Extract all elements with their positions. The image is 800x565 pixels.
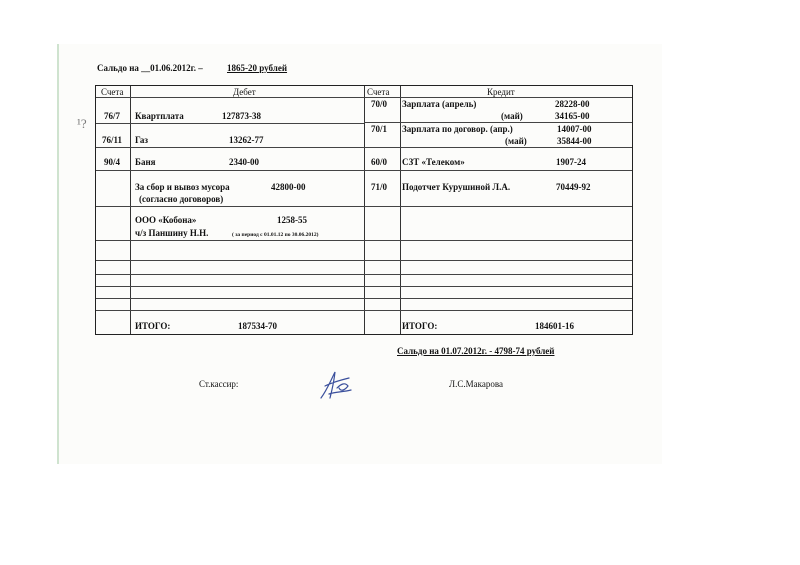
debit-name-2: Газ — [135, 135, 149, 145]
credit-name-4: Подотчет Курушиной Л.А. — [402, 182, 511, 192]
credit-subname-1: (май) — [501, 111, 523, 121]
debit-amount-5: 1258-55 — [277, 215, 307, 225]
credit-name-2: Зарплата по договор. (апр.) — [402, 124, 513, 134]
debit-name-4: За сбор и вывоз мусора — [135, 182, 230, 192]
debit-amount-3: 2340-00 — [229, 157, 259, 167]
credit-amount-1: 28228-00 — [555, 99, 590, 109]
credit-account-1: 70/0 — [371, 99, 388, 109]
handwritten-signature — [315, 368, 355, 402]
debit-name-1: Квартплата — [135, 111, 184, 121]
credit-subamount-2: 35844-00 — [557, 136, 592, 146]
header-accounts-credit: Счета — [367, 87, 390, 97]
opening-balance-label: Сальдо на __01.06.2012г. – — [97, 63, 203, 73]
debit-amount-4: 42800-00 — [271, 182, 306, 192]
total-debit-amount: 187534-70 — [238, 321, 277, 331]
credit-amount-3: 1907-24 — [556, 157, 586, 167]
cashier-name: Л.С.Макарова — [449, 379, 503, 389]
closing-balance: Сальдо на 01.07.2012г. - 4798-74 рублей — [397, 346, 555, 356]
header-accounts-debit: Счета — [101, 87, 124, 97]
debit-amount-1: 127873-38 — [222, 111, 261, 121]
credit-name-1: Зарплата (апрель) — [402, 99, 477, 109]
debit-name-3: Баня — [135, 157, 156, 167]
debit-line2-5: ч/з Паншину Н.Н. — [135, 228, 209, 238]
header-debit: Дебет — [233, 87, 256, 97]
credit-amount-4: 70449-92 — [556, 182, 591, 192]
credit-name-3: СЗТ «Телеком» — [402, 157, 465, 167]
opening-balance-amount: 1865-20 рублей — [227, 63, 288, 73]
total-credit-label: ИТОГО: — [402, 321, 438, 331]
debit-note-4: (согласно договоров) — [139, 194, 224, 204]
credit-subname-2: (май) — [505, 136, 527, 146]
credit-amount-2: 14007-00 — [557, 124, 592, 134]
margin-mark: ¹? — [77, 116, 87, 131]
credit-account-2: 70/1 — [371, 124, 388, 134]
credit-subamount-1: 34165-00 — [555, 111, 590, 121]
credit-account-4: 71/0 — [371, 182, 388, 192]
cashier-role: Ст.кассир: — [199, 379, 239, 389]
debit-amount-2: 13262-77 — [229, 135, 264, 145]
debit-account-1: 76/7 — [104, 111, 121, 121]
debit-account-3: 90/4 — [104, 157, 121, 167]
total-debit-label: ИТОГО: — [135, 321, 171, 331]
debit-note-5: ( за период с 01.01.12 по 30.06.2012) — [232, 232, 319, 238]
debit-name-5: ООО «Кобона» — [135, 215, 197, 225]
header-credit: Кредит — [487, 87, 515, 97]
debit-account-2: 76/11 — [102, 135, 123, 145]
total-credit-amount: 184601-16 — [535, 321, 574, 331]
credit-account-3: 60/0 — [371, 157, 388, 167]
ledger-table — [95, 85, 633, 335]
